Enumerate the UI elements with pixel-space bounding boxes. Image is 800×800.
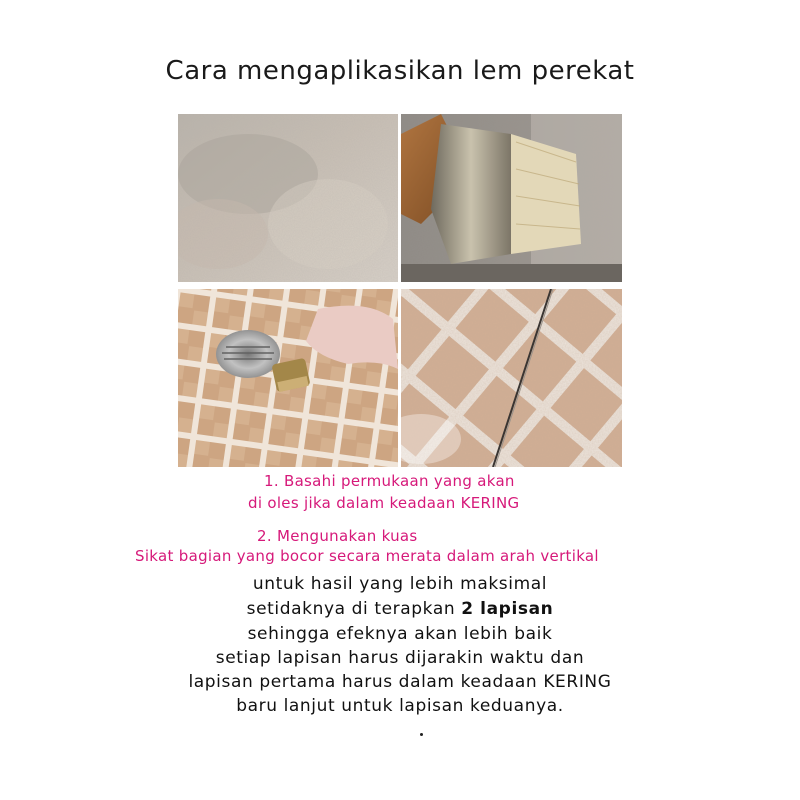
step1-line1: 1. Basahi permukaan yang akan (264, 472, 515, 490)
note-line5: lapisan pertama harus dalam keadaan KERING (188, 672, 612, 692)
step2-heading: 2. Mengunakan kuas (257, 527, 418, 545)
note-line2-prefix: setidaknya di terapkan (246, 599, 462, 619)
paint-brush-photo (401, 114, 622, 282)
note-line6: baru lanjut untuk lapisan keduanya. (236, 696, 564, 716)
tile-floor-drain-photo (178, 289, 398, 467)
step1-line2: di oles jika dalam keadaan KERING (248, 494, 520, 512)
concrete-wall-photo (178, 114, 398, 282)
note-line1: untuk hasil yang lebih maksimal (252, 574, 548, 594)
note-line4: setiap lapisan harus dijarakin waktu dan (215, 648, 585, 668)
tile-grout-closeup-photo (401, 289, 622, 467)
page-title: Cara mengaplikasikan lem perekat (165, 56, 635, 86)
note-line2-bold: 2 lapisan (461, 599, 554, 619)
trailing-dot (420, 733, 423, 736)
step2-instruction: Sikat bagian yang bocor secara merata dalam arah vertikal (135, 547, 599, 565)
note-line3: sehingga efeknya akan lebih baik (247, 624, 553, 644)
note-line2 (0, 599, 800, 619)
